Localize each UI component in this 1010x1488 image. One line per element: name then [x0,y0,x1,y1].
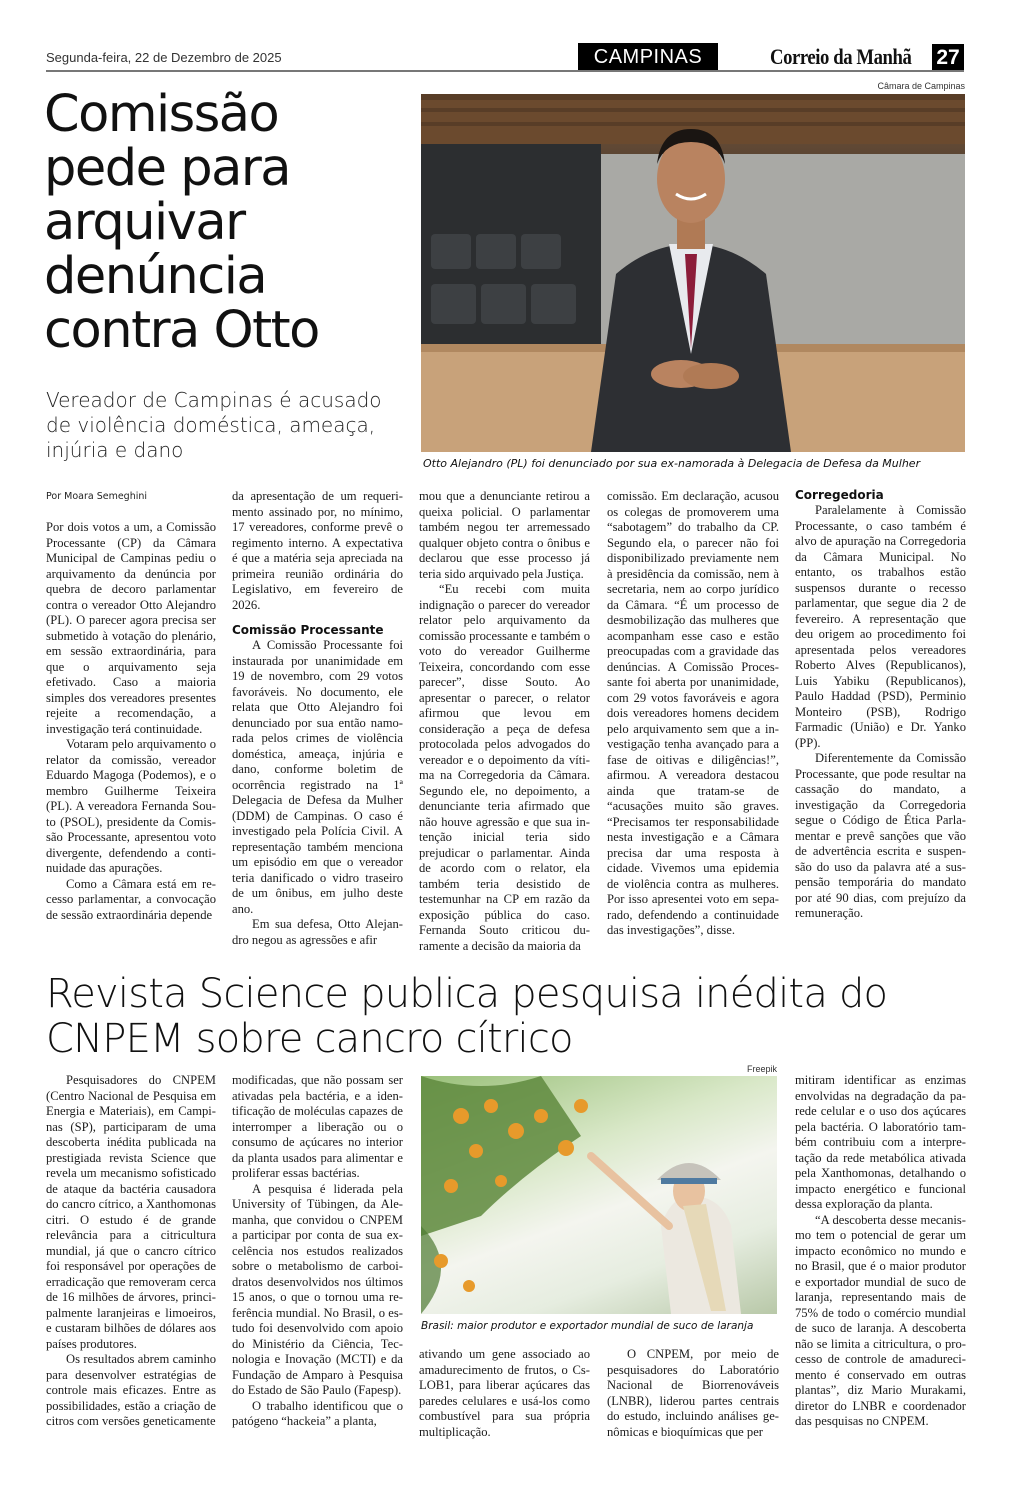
newspaper-logo: Correio da Manhã [770,44,912,69]
photo-caption: Otto Alejandro (PL) foi denunciado por sua ex-namorada à Delegacia de Defesa da Mulher [423,457,921,470]
paragraph: Como a Câmara está em recesso parlamentar, a convocação de sessão extraordinária depende [46,876,216,922]
photo-caption: Brasil: maior produtor e exportador mundial de suco de laranja [421,1320,754,1332]
article1-column-2 [232,489,403,948]
section-label: CAMPINAS [578,43,718,71]
photo-credit: Freepik [746,1064,777,1074]
paragraph: Por dois votos a um, a Comissão Processante (CP) da Câmara Municipal de Campinas pediu o arquivamento da denúncia por quebra de decoro parlamentar contra o vereador Otto Alejandro (PL). O parecer agora precisa ser submetido à votação do plenário, em sessão extraordinária, para que o arquivamento seja efetivado. Caso a maioria simples dos vereadores presentes rejeite a recomendação, a investigação terá continuidade. [46,520,216,736]
subheading: Comissão Processante [232,623,384,637]
paragraph: O trabalho identificou que o patógeno “hackeia” a planta, [232,1398,403,1428]
paragraph: Pesquisadores do CNPEM (Centro Nacional de Pesquisa em Energia e Materiais), em Campinas (SP), participaram de uma descoberta inédita publicada na prestigiada revista Science que revela um mecanismo sofisticado de ataque da bactéria causadora do cancro cítrico, a Xanthomonas citri. O estudo é de grande relevância para a citricultura mundial, já que o cancro cítrico foi responsável por operações de erradicação que removeram cerca de 16 milhões de árvores, principalmente laranjeiras e limoeiros, e custaram bilhões de dólares aos países produtores. [46,1073,216,1351]
byline: Por Moara Semeghini [46,491,148,502]
article1-column-4 [607,489,779,939]
paragraph: comissão. Em declaração, acusou os colegas de promoverem uma “sabotagem” do trabalho da CP. Segundo ela, o parecer não foi disponibilizado previamente nem à presidência da comissão, nem à secretaria, nem ao corpo jurídico da Câmara. “É um processo de desmobilização das mulheres que acompanham esse caso e estão preocupadas com a gravidade das denúncias. A Comissão Processante foi aberta por unanimidade, com 29 votos favoráveis e agora dois vereadores homens decidem pelo arquivamento sem que a investigação tenha avançado para a fase de oitivas e diligências!”, afirmou. A vereadora destacou ainda que tratam-se de “acusações muito são graves. “Precisamos ter responsabilidade nesta investigação e a Câmara precisa dar uma resposta à cidade. Vivemos uma epidemia de violência contra as mulheres. Por isso apresentei voto em separado, defendendo a continuidade das investigações”, disse. [607,489,779,937]
photo-otto-alejandro [421,94,965,452]
paragraph: ativando um gene associado ao amadurecimento de frutos, o CsLOB1, para liberar açúcares das paredes celulares e usá-los como combustível para sua própria multiplicação. [419,1347,590,1439]
paragraph: A Comissão Processante foi instaurada por unanimidade em 19 de novembro, com 29 votos favoráveis. No documento, ele relata que Otto Alejandro foi denunciado por sua então namorada pelos crimes de violência doméstica, ameaça, injúria e dano, conforme boletim de ocorrência registrado na 1ª Delegacia de Defesa da Mulher (DDM) de Campinas. O caso é investigado pela Polícia Civil. A representação também menciona um episódio em que o vereador teria danificado o vidro traseiro de um ônibus, em julho deste ano. [232,638,403,916]
paragraph: A pesquisa é liderada pela University of Tübingen, da Alemanha, que convidou o CNPEM a participar por conta de sua excelência nos estudos realizados sobre o metabolismo de carboidratos desenvolvidos nos últimos 15 anos, o que o tornou uma referência mundial. No Brasil, o estudo foi desenvolvido com apoio do Ministério da Ciência, Tecnologia e Inovação (MCTI) e da Fundação de Amparo à Pesquisa do Estado de São Paulo (Fapesp). [232,1181,403,1397]
article-headline: Comissão pede para arquivar denúncia contra Otto [44,85,319,360]
article2-column-2 [232,1073,403,1430]
paragraph: “Eu recebi com muita indignação o parecer do vereador relator pelo arquivamento da comissão processante e também o voto do vereador Guilherme Teixeira, concordando com esse parecer”, disse Souto. Ao apresentar o parecer, o relator afirmou que levou em consideração a peça de defesa protocolada pelos advogados do vereador e o depoimento da vítima na Corregedoria da Câmara. Segundo ele, no depoimento, a denunciante teria afirmado que não houve agressão e que sua intenção inicial teria sido prejudicar o parlamentar. Ainda de acordo com o relator, ela também teria desistido de testemunhar na CP em razão da exposição pública do caso. Fernanda Souto criticou duramente a decisão da maioria da [419,582,590,953]
paragraph: “A descoberta desse mecanismo tem o potencial de gerar um impacto econômico no mundo e no Brasil, que é o maior produtor e exportador mundial de suco de laranja, representando mais de 75% de todo o comércio mundial de suco de laranja. A descoberta não se limita a citricultura, o processo de controle de amadurecimento é conservado em outras plantas”, diz Mario Murakami, diretor do LNBR e coordenador das pesquisas no CNPEM. [795,1212,966,1428]
article2-column-4 [607,1347,779,1440]
article2-column-5 [795,1073,966,1430]
photo-orange-harvest [421,1076,777,1314]
photo-illustration [421,94,965,452]
header-rule [46,70,964,72]
paragraph: mou que a denunciante retirou a queixa policial. O parlamentar também negou ter arremessado qualquer objeto contra o ônibus e declarou que esse processo já teria sido arquivado pela Justiça. [419,489,590,581]
article2-column-1 [46,1073,216,1430]
paragraph: Em sua defesa, Otto Alejandro negou as agressões e afir [232,917,403,947]
article1-column-1 [46,520,216,923]
article-subheadline: Vereador de Campinas é acusado de violência doméstica, ameaça, injúria e dano [46,388,382,462]
paragraph: Votaram pelo arquivamento o relator da comissão, vereador Eduardo Magoga (Podemos), e o membro Guilherme Teixeira (PL). A vereadora Fernanda Souto (PSOL), presidente da Comissão Processante, apresentou voto divergente, defendendo a continuidade das apurações. [46,737,216,875]
paragraph: O CNPEM, por meio de pesquisadores do Laboratório Nacional de Biorrenováveis (LNBR), liderou partes centrais do estudo, incluindo análises genômicas e bioquímicas que per [607,1347,779,1439]
article2-column-3 [419,1347,590,1440]
article-headline: Revista Science publica pesquisa inédita do CNPEM sobre cancro cítrico [46,971,888,1062]
paragraph: Paralelamente à Comissão Processante, o caso também é alvo de apuração na Corregedoria da Câmara Municipal. No entanto, os trabalhos estão suspensos durante o recesso parlamentar, que segue dia 2 de fevereiro. A representação que deu origem ao procedimento foi apresentada pelos vereadores Roberto Alves (Republicanos), Luis Yabiku (Republicanos), Paulo Haddad (PSD), Perminio Monteiro (PSB), Rodrigo Farmadic (União) e Dr. Yanko (PP). [795,503,966,750]
paragraph: Diferentemente da Comissão Processante, que pode resultar na cassação do mandato, a investigação da Corregedoria segue o Código de Ética Parlamentar e prevê sanções que vão de advertência escrita e suspensão do uso da palavra até a suspensão temporária do mandato por até 90 dias, com prejuízo da remuneração. [795,751,966,920]
paragraph: Os resultados abrem caminho para desenvolver estratégias de controle mais eficazes. Entre as possibilidades, estão a criação de citros com versões geneticamente [46,1352,216,1428]
article1-column-3 [419,489,590,954]
paragraph: modificadas, que não possam ser ativadas pela bactéria, e a identificação de moléculas capazes de interromper a liberação ou o consumo de açúcares no interior da planta usados para alimentar e proliferar essas bactérias. [232,1073,403,1180]
paragraph: da apresentação de um requerimento assinado por, no mínimo, 17 vereadores, conforme prevê o regimento interno. A expectativa é que a matéria seja apreciada na primeira reunião ordinária do Legislativo, em fevereiro de 2026. [232,489,403,612]
subheading: Corregedoria [795,488,884,502]
issue-date: Segunda-feira, 22 de Dezembro de 2025 [46,50,282,65]
paragraph: mitiram identificar as enzimas envolvidas na degradação da parede celular e o uso dos açúcares pela bactéria. O laboratório também contribuiu com a interpretação da rede metabólica ativada pela Xanthomonas, detalhando o impacto energético e funcional dessa exploração da planta. [795,1073,966,1211]
article1-column-5 [795,478,966,922]
photo-illustration [421,1076,777,1314]
photo-credit: Câmara de Campinas [877,81,965,91]
page-number: 27 [932,44,964,71]
